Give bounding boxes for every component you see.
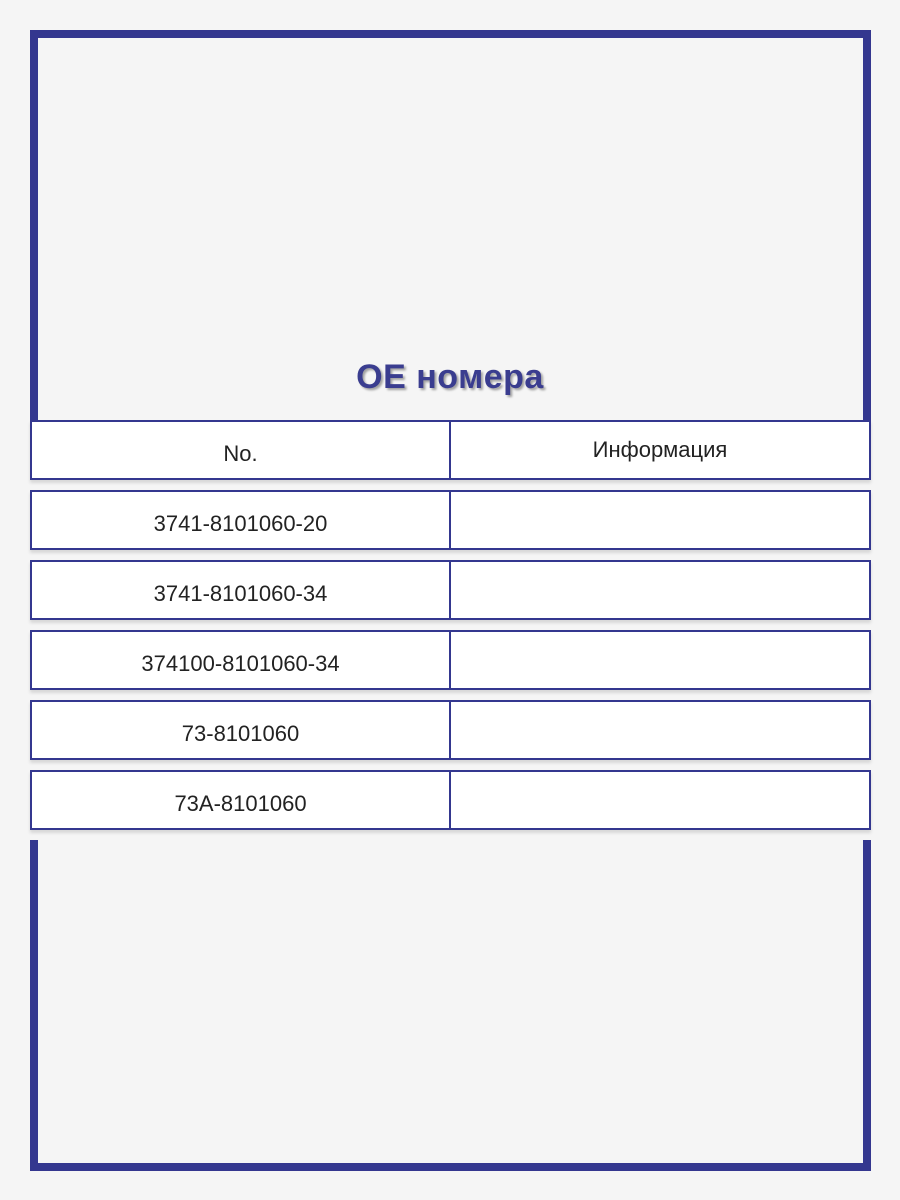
table-row	[30, 700, 871, 760]
cell-info	[451, 702, 869, 758]
cell-number: 374100-8101060-34	[32, 632, 451, 688]
cell-number: 73-8101060	[32, 702, 451, 758]
table-row	[30, 560, 871, 620]
cell-info	[451, 492, 869, 548]
cell-number: 73A-8101060	[32, 772, 451, 828]
cell-info	[451, 772, 869, 828]
cell-number: 3741-8101060-34	[32, 562, 451, 618]
table-row	[30, 490, 871, 550]
oe-numbers-table	[30, 420, 871, 840]
cell-info	[451, 632, 869, 688]
table-row	[30, 770, 871, 830]
header-info: Информация	[592, 437, 728, 462]
page-title: OE номера	[356, 358, 544, 396]
cell-info	[451, 562, 869, 618]
table-row	[30, 630, 871, 690]
header-number: No.	[32, 422, 451, 478]
table-header-row	[30, 420, 871, 480]
cell-number: 3741-8101060-20	[32, 492, 451, 548]
